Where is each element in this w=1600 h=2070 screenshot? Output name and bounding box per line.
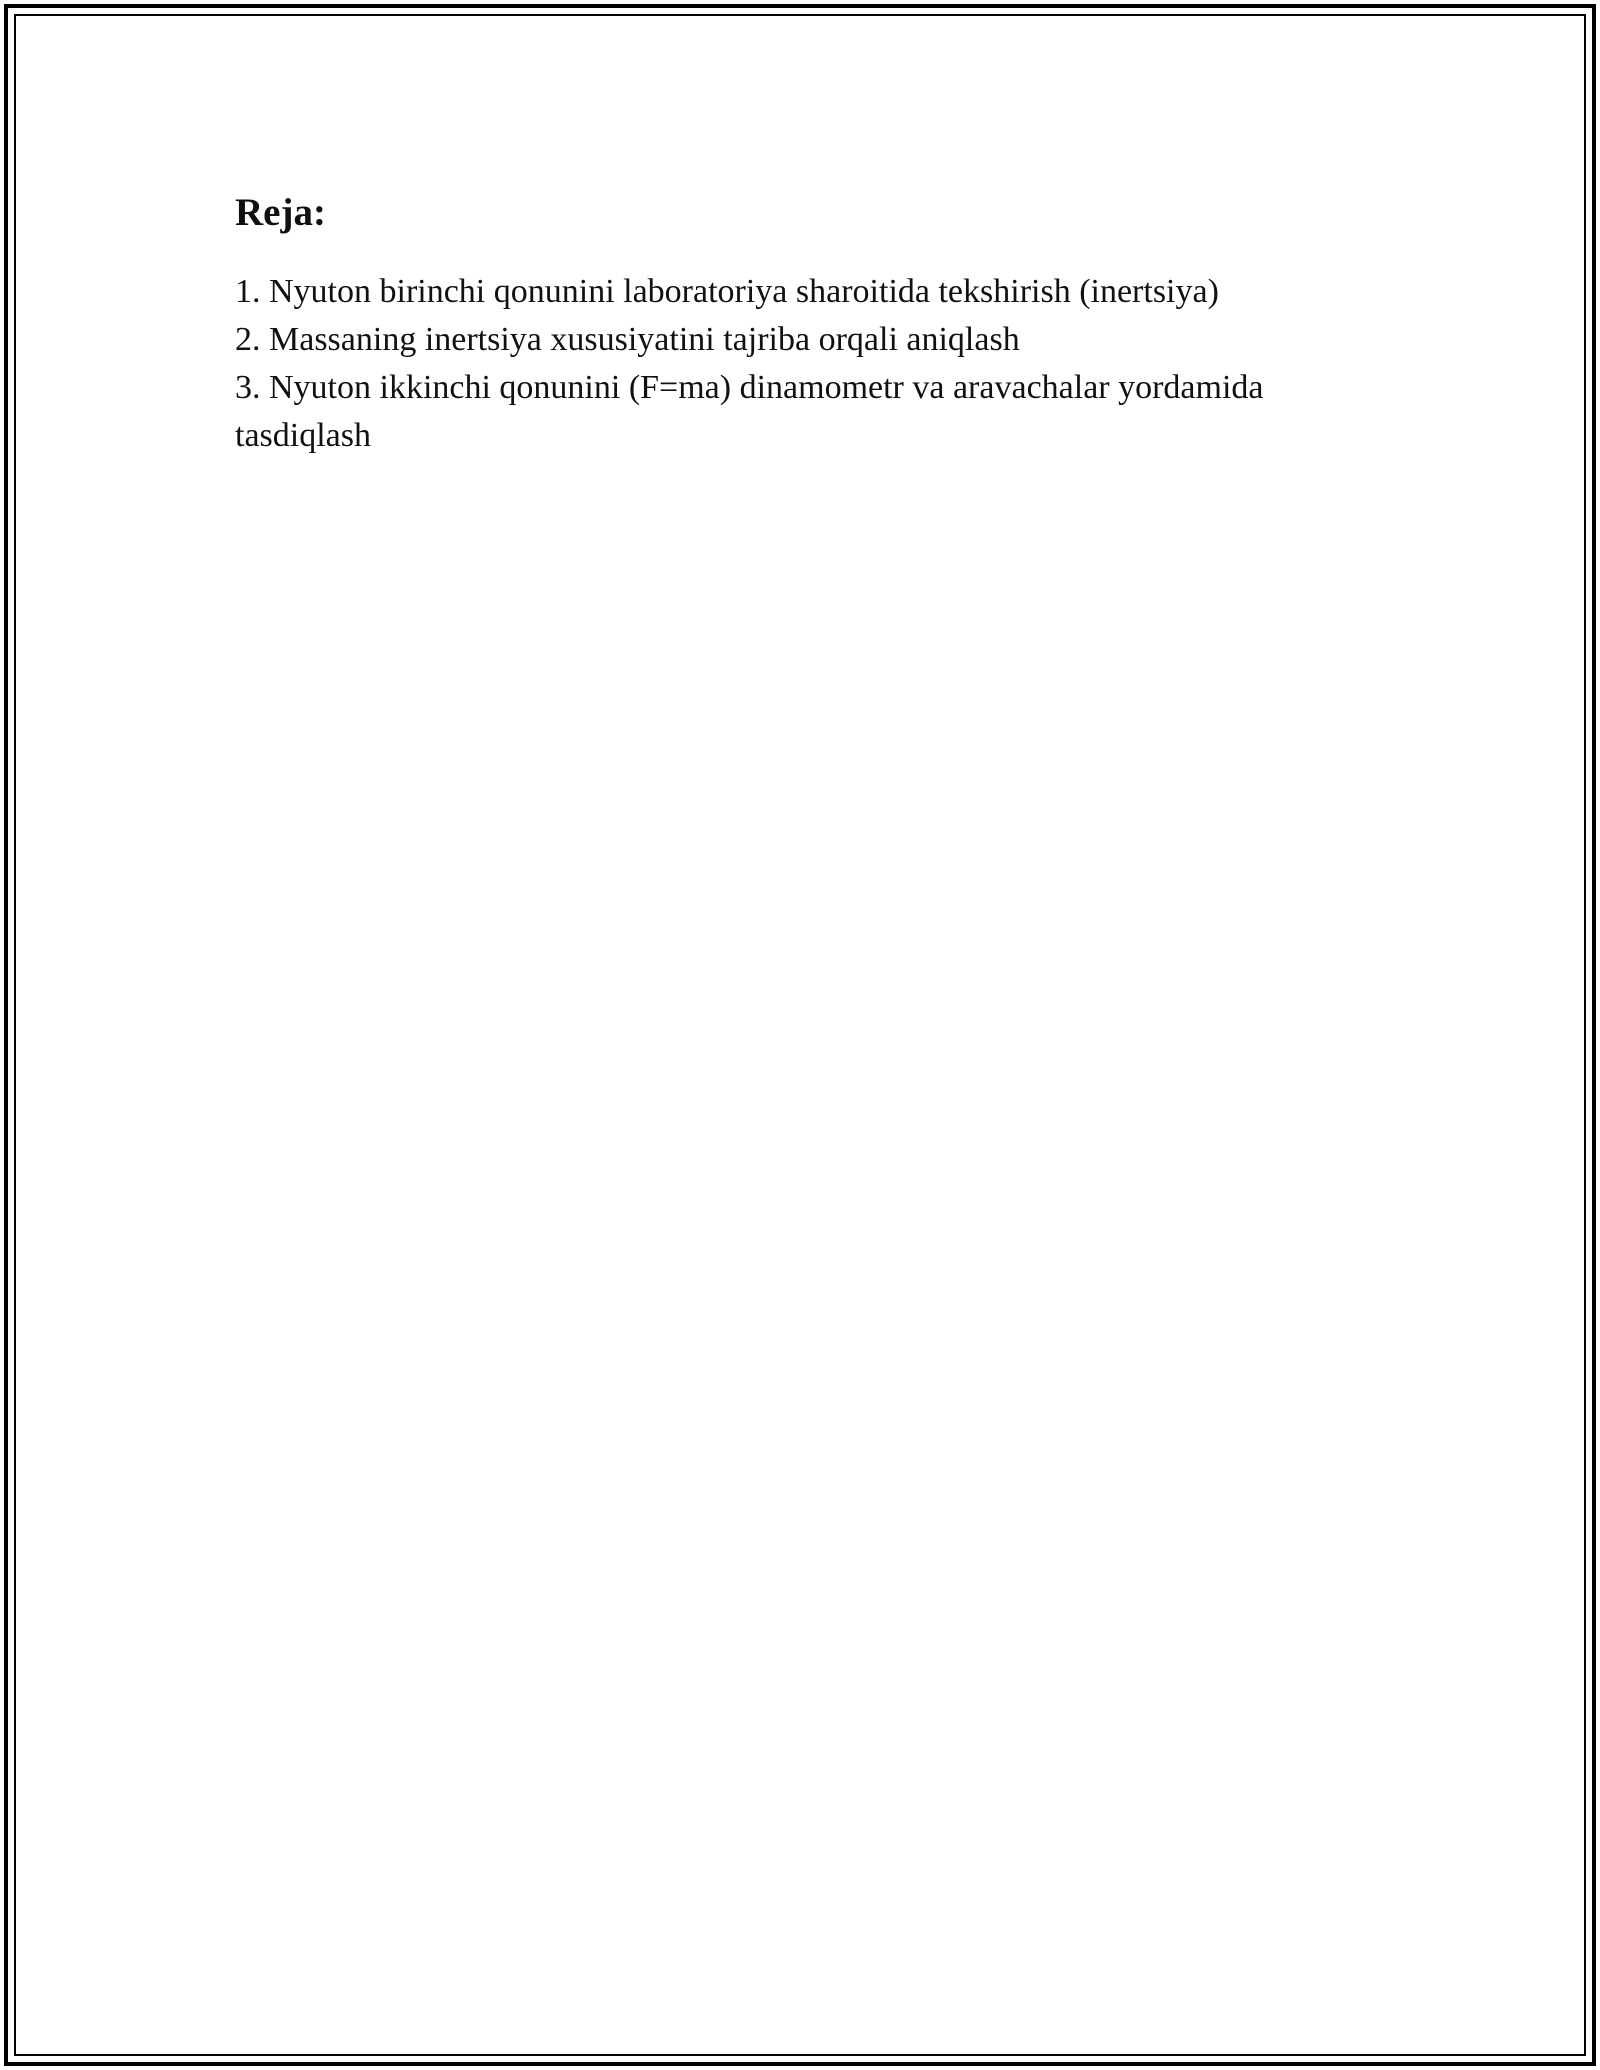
plan-heading: Reja: — [235, 191, 326, 234]
plan-list — [235, 268, 1395, 460]
plan-item-1: 1. Nyuton birinchi qonunini laboratoriya sharoitida tekshirish (inertsiya) — [235, 273, 1219, 310]
plan-item-2: 2. Massaning inertsiya xususiyatini tajriba orqali aniqlash — [235, 321, 1020, 358]
document-content — [235, 188, 1395, 460]
plan-item-3: 3. Nyuton ikkinchi qonunini (F=ma) dinamometr va aravachalar yordamida tasdiqlash — [235, 369, 1264, 454]
